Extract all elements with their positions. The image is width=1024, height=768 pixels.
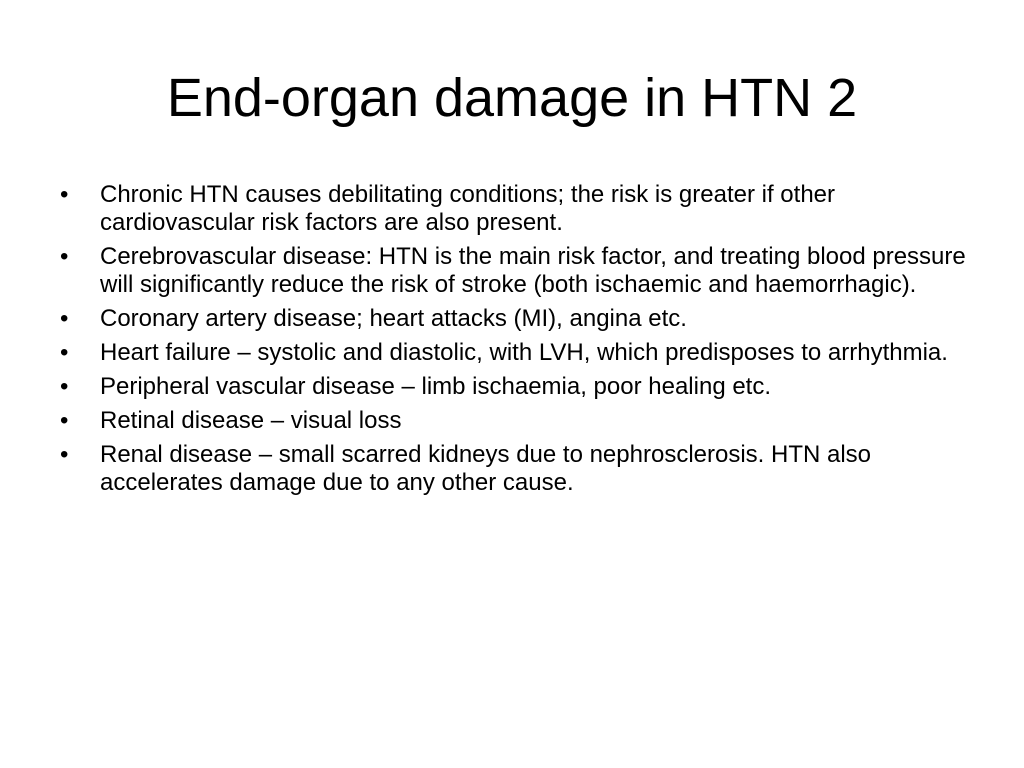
- bullet-text: Chronic HTN causes debilitating conditions; the risk is greater if other cardiovascular risk factors are also present.: [100, 181, 835, 236]
- bullet-text: Heart failure – systolic and diastolic, with LVH, which predisposes to arrhythmia.: [100, 339, 948, 366]
- bullet-item-peripheral-vascular: [56, 373, 976, 401]
- bullet-list: [56, 181, 976, 503]
- bullet-text: Cerebrovascular disease: HTN is the main risk factor, and treating blood pressure will significantly reduce the risk of stroke (both ischaemic and haemorrhagic).: [100, 243, 966, 298]
- bullet-marker: •: [60, 407, 69, 434]
- bullet-text: Peripheral vascular disease – limb ischaemia, poor healing etc.: [100, 373, 772, 400]
- bullet-marker: •: [60, 373, 69, 400]
- bullet-item-cerebrovascular: [56, 243, 976, 299]
- bullet-item-chronic-htn: [56, 181, 976, 237]
- bullet-text: Coronary artery disease; heart attacks (MI), angina etc.: [100, 305, 687, 332]
- bullet-marker: •: [60, 243, 69, 270]
- slide-title: End-organ damage in HTN 2: [166, 68, 858, 128]
- bullet-item-retinal: [56, 407, 976, 435]
- bullet-marker: •: [60, 339, 69, 366]
- bullet-marker: •: [60, 181, 69, 208]
- bullet-text: Retinal disease – visual loss: [100, 407, 402, 434]
- bullet-item-coronary: [56, 305, 976, 333]
- bullet-marker: •: [60, 305, 69, 332]
- bullet-marker: •: [60, 441, 69, 468]
- bullet-item-renal: [56, 441, 976, 497]
- bullet-item-heart-failure: [56, 339, 976, 367]
- bullet-text: Renal disease – small scarred kidneys due to nephrosclerosis. HTN also accelerates damage due to any other cause.: [100, 441, 872, 496]
